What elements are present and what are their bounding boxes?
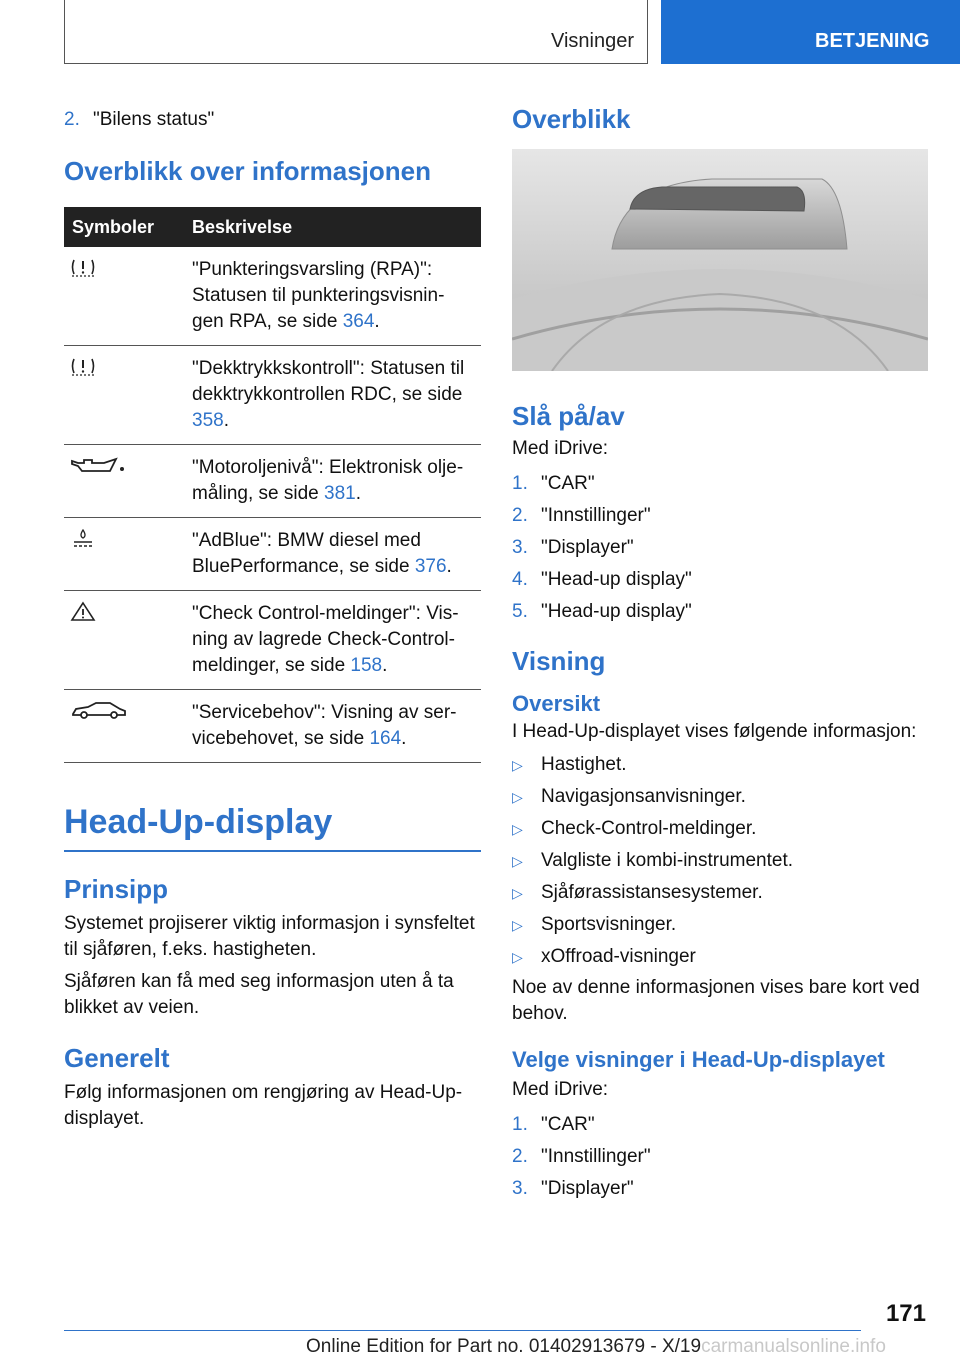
overblikk-title: Overblikk bbox=[512, 104, 631, 134]
table-row: "Motoroljenivå": Elektronisk olje- måling, se side 381. bbox=[64, 445, 481, 518]
table-header-symbols: Symboler bbox=[64, 207, 184, 247]
status-step-list bbox=[64, 104, 481, 136]
service-car-icon bbox=[70, 700, 128, 720]
table-row: "Punkteringsvarsling (RPA)": Statusen til punkteringsvisnin- gen RPA, se side 364. bbox=[64, 247, 481, 346]
prinsipp-paragraph-2: Sjåføren kan få med seg informasjon uten å ta blikket av veien. bbox=[64, 970, 454, 1018]
hud-dashboard-photo bbox=[512, 149, 928, 371]
symbol-table bbox=[64, 207, 481, 763]
list-item: 5. "Head-up display" bbox=[512, 601, 692, 622]
bullet-triangle-icon: ▷ bbox=[512, 949, 523, 965]
list-item: ▷ Sjåførassistansesystemer. bbox=[512, 877, 928, 909]
left-column bbox=[64, 104, 481, 1132]
list-item: 2. "Innstillinger" bbox=[512, 1146, 651, 1167]
generelt-title: Generelt bbox=[64, 1042, 170, 1073]
table-header-description: Beskrivelse bbox=[184, 207, 481, 247]
oversikt-title: Oversikt bbox=[512, 691, 601, 716]
bullet-triangle-icon: ▷ bbox=[512, 853, 523, 869]
list-item: ▷ Navigasjonsanvisninger. bbox=[512, 781, 928, 813]
list-item: 4. "Head-up display" bbox=[512, 569, 692, 590]
list-item: ▷ Valgliste i kombi-instrumentet. bbox=[512, 845, 928, 877]
hud-chapter-title: Head-Up-display bbox=[64, 803, 333, 841]
velge-step-list bbox=[512, 1109, 928, 1205]
list-item: 3. "Displayer" bbox=[512, 1178, 634, 1199]
sla-title: Slå på/av bbox=[512, 401, 625, 431]
rpa-warning-icon bbox=[70, 257, 96, 277]
velge-intro: Med iDrive: bbox=[512, 1079, 609, 1100]
visning-title: Visning bbox=[512, 646, 606, 676]
list-item: ▷ Hastighet. bbox=[512, 749, 928, 781]
page-number: 171 bbox=[885, 1300, 926, 1327]
oversikt-bullet-list bbox=[512, 749, 928, 973]
prinsipp-paragraph-1: Systemet projiserer viktig informasjon i synsfeltet til sjåføren, f.eks. hastigheten. bbox=[64, 912, 475, 960]
tire-pressure-icon bbox=[70, 356, 96, 376]
page-link[interactable]: 376 bbox=[414, 556, 447, 577]
bullet-triangle-icon: ▷ bbox=[512, 885, 523, 901]
page-link[interactable]: 158 bbox=[350, 655, 383, 676]
header-section-title: Visninger bbox=[550, 30, 634, 52]
list-item: 3. "Displayer" bbox=[512, 537, 634, 558]
table-row: "Dekktrykkskontroll": Statusen til dekktrykkontrollen RDC, se side 358. bbox=[64, 346, 481, 445]
list-item: ▷ Sportsvisninger. bbox=[512, 909, 928, 941]
bullet-triangle-icon: ▷ bbox=[512, 789, 523, 805]
oversikt-note: Noe av denne informasjonen vises bare kort ved behov. bbox=[512, 977, 920, 1024]
warning-triangle-icon bbox=[70, 601, 96, 621]
list-item: ▷ xOffroad-visninger bbox=[512, 941, 928, 973]
overview-title: Overblikk over informasjonen bbox=[64, 156, 432, 186]
list-item: ▷ Check-Control-meldinger. bbox=[512, 813, 928, 845]
prinsipp-title: Prinsipp bbox=[64, 873, 169, 904]
oversikt-intro: I Head-Up-displayet vises følgende informasjon: bbox=[512, 721, 917, 742]
footer-rule bbox=[64, 1330, 861, 1331]
table-row: "AdBlue": BMW diesel med BluePerformance, se side 376. bbox=[64, 518, 481, 591]
page-link[interactable]: 164 bbox=[369, 728, 402, 749]
list-item: 1. "CAR" bbox=[512, 1114, 595, 1135]
page-link[interactable]: 364 bbox=[342, 311, 375, 332]
edition-text: Online Edition for Part no. 01402913679 - X/19carmanualsonline.info bbox=[306, 1336, 886, 1357]
generelt-paragraph: Følg informasjonen om rengjøring av Head-Up-displayet. bbox=[64, 1081, 463, 1129]
header-chapter-tab[interactable]: BETJENING bbox=[661, 0, 960, 64]
list-item: 2. "Bilens status" bbox=[64, 109, 215, 130]
watermark: carmanualsonline.info bbox=[701, 1336, 886, 1357]
list-item: 1. "CAR" bbox=[512, 473, 595, 494]
table-row: "Check Control-meldinger": Vis- ning av lagrede Check-Control- meldinger, se side 158. bbox=[64, 591, 481, 690]
right-column bbox=[512, 104, 928, 1205]
page-link[interactable]: 381 bbox=[324, 483, 356, 504]
sla-step-list bbox=[512, 468, 928, 628]
sla-intro: Med iDrive: bbox=[512, 438, 609, 459]
velge-title: Velge visninger i Head-Up-displayet bbox=[512, 1047, 885, 1072]
list-item: 2. "Innstillinger" bbox=[512, 505, 651, 526]
bullet-triangle-icon: ▷ bbox=[512, 757, 523, 773]
page-link[interactable]: 358 bbox=[192, 410, 224, 431]
bullet-triangle-icon: ▷ bbox=[512, 821, 523, 837]
bullet-triangle-icon: ▷ bbox=[512, 917, 523, 933]
adblue-icon bbox=[70, 528, 96, 548]
oil-can-icon bbox=[70, 455, 126, 475]
title-rule bbox=[64, 850, 481, 852]
table-row: "Servicebehov": Visning av ser- vicebehovet, se side 164. bbox=[64, 690, 481, 763]
